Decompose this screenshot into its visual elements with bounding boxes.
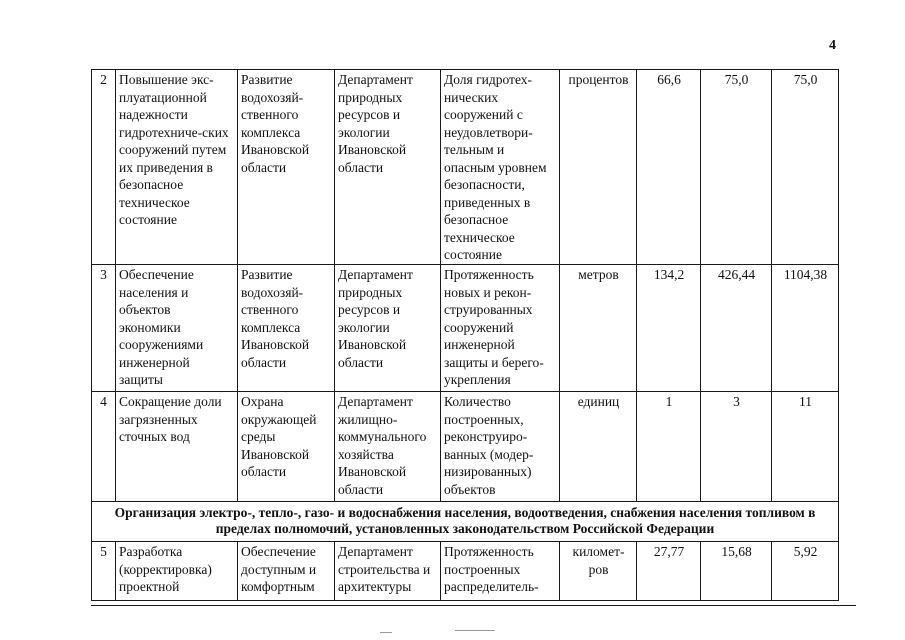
row-number: 3 — [92, 265, 116, 392]
bottom-divider — [91, 605, 856, 606]
value-cell-2: 3 — [701, 392, 772, 502]
indicators-table — [91, 69, 839, 601]
value-cell-1: 134,2 — [637, 265, 701, 392]
goal-cell: Сокращение доли загрязненных сточных вод — [116, 392, 238, 502]
value-cell-3: 11 — [772, 392, 839, 502]
unit-cell: единиц — [560, 392, 637, 502]
value-cell-1: 1 — [637, 392, 701, 502]
value-cell-3: 75,0 — [772, 70, 839, 265]
value-cell-3: 5,92 — [772, 542, 839, 601]
value-cell-2: 426,44 — [701, 265, 772, 392]
row-number: 2 — [92, 70, 116, 265]
executor-cell: Департамент природных ресурсов и экологии Ивановской области — [335, 265, 441, 392]
program-cell: Развитие водохозяй-ственного комплекса Ивановской области — [238, 70, 335, 265]
unit-cell: километ-ров — [560, 542, 637, 601]
section-title: Организация электро-, тепло-, газо- и водоснабжения населения, водоотведения, снабжения населения топливом в пределах полномочий, установленных законодательством Российской Федерации — [92, 502, 839, 542]
row-number: 5 — [92, 542, 116, 601]
table-row — [92, 265, 839, 392]
value-cell-1: 27,77 — [637, 542, 701, 601]
program-cell: Обеспечение доступным и комфортным — [238, 542, 335, 601]
table-row — [92, 70, 839, 265]
program-cell: Развитие водохозяй-ственного комплекса Ивановской области — [238, 265, 335, 392]
indicator-cell: Количество построенных, реконструиро-ванных (модер-низированных) объектов — [441, 392, 560, 502]
indicator-cell: Доля гидротех-нических сооружений с неудовлетвори-тельным и опасным уровнем безопасности, приведенных в безопасное техническое состояние — [441, 70, 560, 265]
page-number: 4 — [829, 38, 836, 53]
scan-artifact — [380, 632, 392, 633]
goal-cell: Разработка (корректировка) проектной — [116, 542, 238, 601]
scan-artifact — [455, 630, 495, 631]
unit-cell: метров — [560, 265, 637, 392]
indicator-cell: Протяженность новых и рекон-струированных сооружений инженерной защиты и берего-укрепления — [441, 265, 560, 392]
row-number: 4 — [92, 392, 116, 502]
executor-cell: Департамент природных ресурсов и экологии Ивановской области — [335, 70, 441, 265]
executor-cell: Департамент строительства и архитектуры — [335, 542, 441, 601]
goal-cell: Обеспечение населения и объектов экономики сооружениями инженерной защиты — [116, 265, 238, 392]
value-cell-1: 66,6 — [637, 70, 701, 265]
indicator-cell: Протяженность построенных распределитель- — [441, 542, 560, 601]
value-cell-2: 75,0 — [701, 70, 772, 265]
table-row — [92, 542, 839, 601]
unit-cell: процентов — [560, 70, 637, 265]
value-cell-2: 15,68 — [701, 542, 772, 601]
value-cell-3: 1104,38 — [772, 265, 839, 392]
executor-cell: Департамент жилищно-коммунального хозяйства Ивановской области — [335, 392, 441, 502]
section-header-row — [92, 502, 839, 542]
table-row — [92, 392, 839, 502]
program-cell: Охрана окружающей среды Ивановской области — [238, 392, 335, 502]
goal-cell: Повышение экс-плуатационной надежности гидротехниче-ских сооружений путем их приведения в безопасное техническое состояние — [116, 70, 238, 265]
